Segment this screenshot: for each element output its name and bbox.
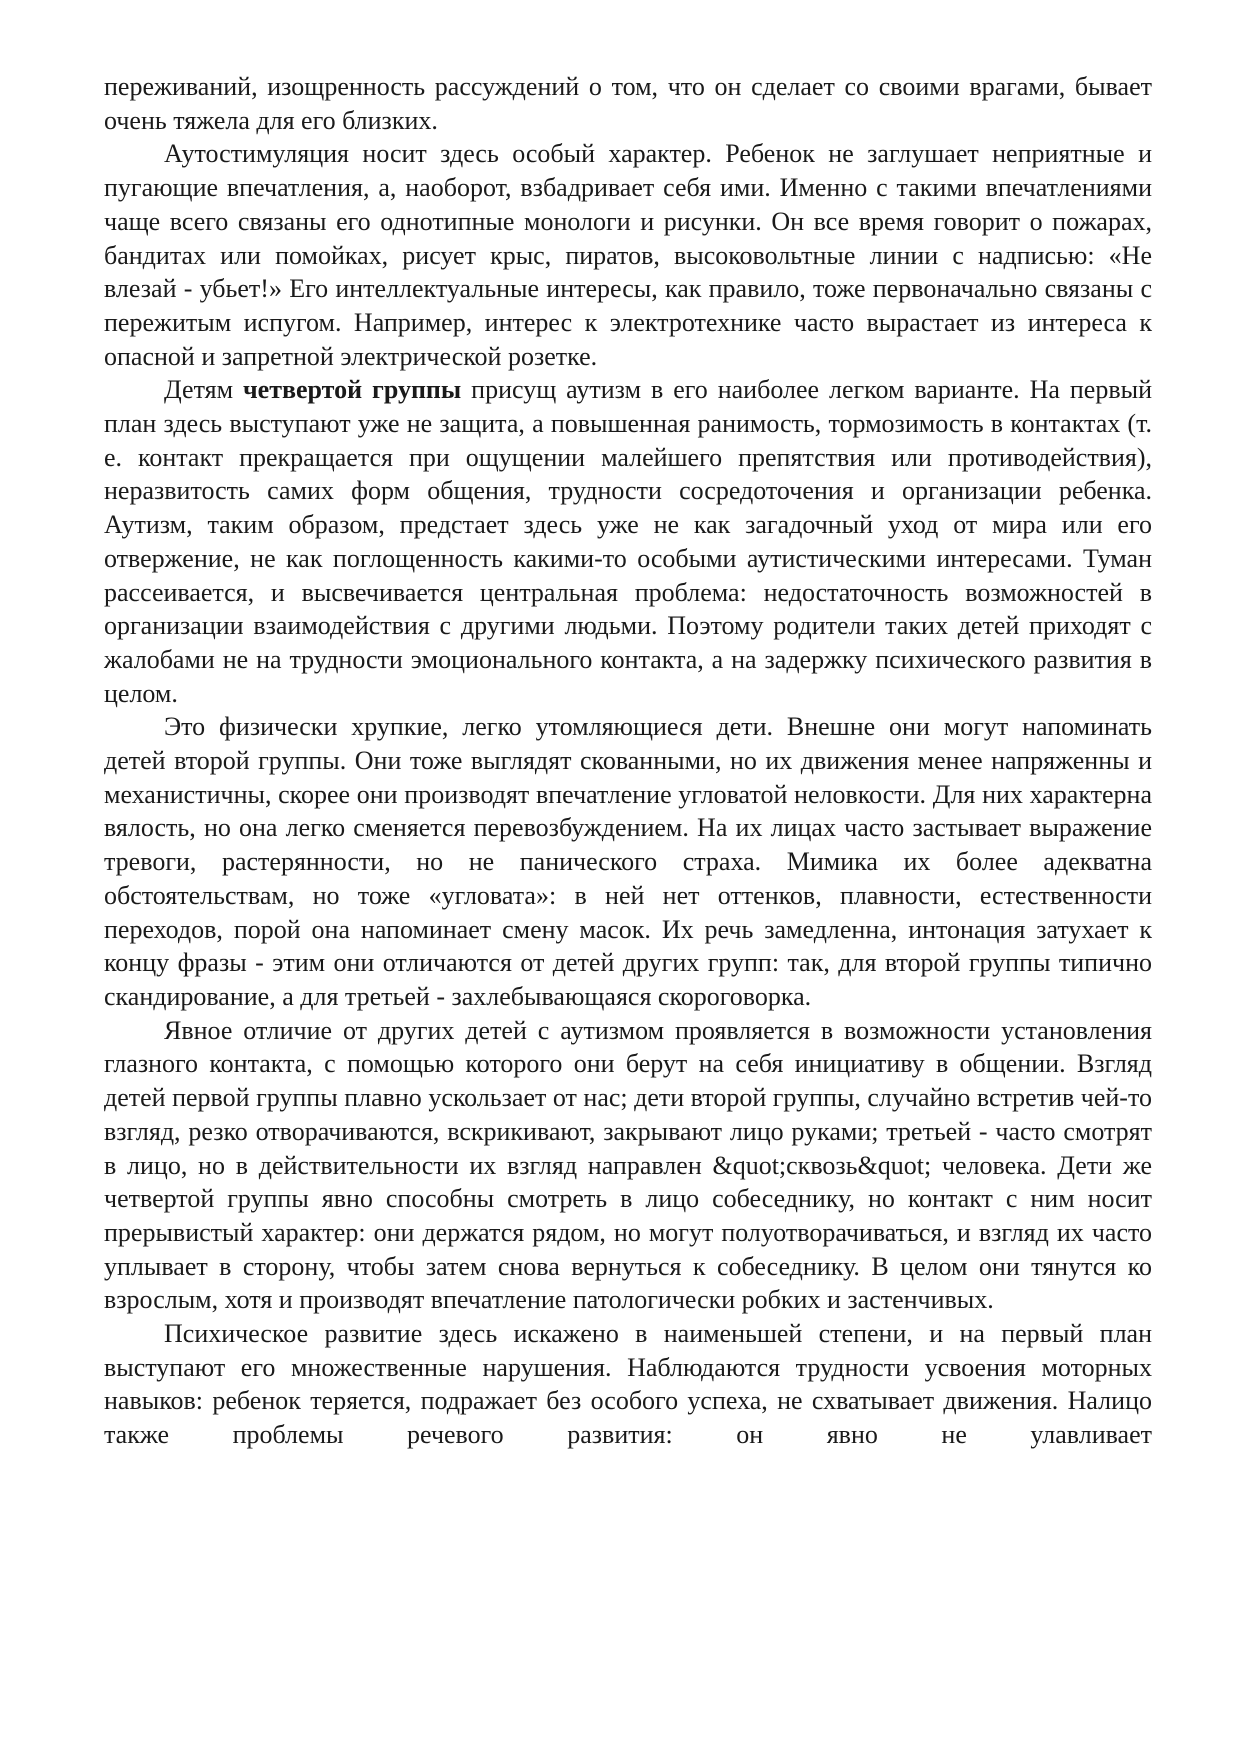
paragraph-2: [104, 137, 1152, 373]
paragraph-6-text: Психическое развитие здесь искажено в наименьшей степени, и на первый план выступают его множественные нарушения. Наблюдаются трудности усвоения моторных навыков: ребенок теряется, подражает без особого успеха, не схватывает движения. Налицо также проблемы речевого развития: он явно не улавливает: [104, 1319, 1152, 1450]
paragraph-1: [104, 70, 1152, 137]
body-text: [104, 70, 1152, 1452]
paragraph-3-text-before: Детям: [164, 375, 243, 405]
paragraph-3-bold-term: четвертой группы: [242, 375, 462, 405]
paragraph-1-text: переживаний, изощренность рассуждений о том, что он сделает со своими врагами, бывает очень тяжела для его близких.: [104, 72, 1152, 135]
paragraph-3-text-after: присущ аутизм в его наиболее легком варианте. На первый план здесь выступают уже не защита, а повышенная ранимость, тормозимость в контактах (т. е. контакт прекращается при ощущении малейшего препятствия или противодействия), неразвитость самих форм общения, трудности сосредоточения и организации ребенка. Аутизм, таким образом, предстает здесь уже не как загадочный уход от мира или его отвержение, не как поглощенность какими-то особыми аутистическими интересами. Туман рассеивается, и высвечивается центральная проблема: недостаточность возможностей в организации взаимодействия с другими людьми. Поэтому родители таких детей приходят с жалобами не на трудности эмоционального контакта, а на задержку психического развития в целом.: [104, 375, 1152, 708]
paragraph-2-text: Аутостимуляция носит здесь особый характер. Ребенок не заглушает неприятные и пугающие впечатления, а, наоборот, взбадривает себя ими. Именно с такими впечатлениями чаще всего связаны его однотипные монологи и рисунки. Он все время говорит о пожарах, бандитах или помойках, рисует крыс, пиратов, высоковольтные линии с надписью: «Не влезай - убьет!» Его интеллектуальные интересы, как правило, тоже первоначально связаны с пережитым испугом. Например, интерес к электротехнике часто вырастает из интереса к опасной и запретной электрической розетке.: [104, 139, 1152, 371]
paragraph-3: [104, 373, 1152, 710]
paragraph-6: [104, 1317, 1152, 1452]
paragraph-4-text: Это физически хрупкие, легко утомляющиеся дети. Внешне они могут напоминать детей второй группы. Они тоже выглядят скованными, но их движения менее напряженны и механистичны, скорее они производят впечатление угловатой неловкости. Для них характерна вялость, но она легко сменяется перевозбуждением. На их лицах часто застывает выражение тревоги, растерянности, но не панического страха. Мимика их более адекватна обстоятельствам, но тоже «угловата»: в ней нет оттенков, плавности, естественности переходов, порой она напоминает смену масок. Их речь замедленна, интонация затухает к концу фразы - этим они отличаются от детей других групп: так, для второй группы типично скандирование, а для третьей - захлебывающаяся скороговорка.: [104, 712, 1152, 1011]
paragraph-5: [104, 1014, 1152, 1317]
paragraph-4: [104, 710, 1152, 1013]
paragraph-5-text: Явное отличие от других детей с аутизмом проявляется в возможности установления глазного контакта, с помощью которого они берут на себя инициативу в общении. Взгляд детей первой группы плавно ускользает от нас; дети второй группы, случайно встретив чей-то взгляд, резко отворачиваются, вскрикивают, закрывают лицо руками; третьей - часто смотрят в лицо, но в действительности их взгляд направлен &quot;сквозь&quot; человека. Дети же четвертой группы явно способны смотреть в лицо собеседнику, но контакт с ним носит прерывистый характер: они держатся рядом, но могут полуотворачиваться, и взгляд их часто уплывает в сторону, чтобы затем снова вернуться к собеседнику. В целом они тянутся ко взрослым, хотя и производят впечатление патологически робких и застенчивых.: [104, 1015, 1152, 1315]
